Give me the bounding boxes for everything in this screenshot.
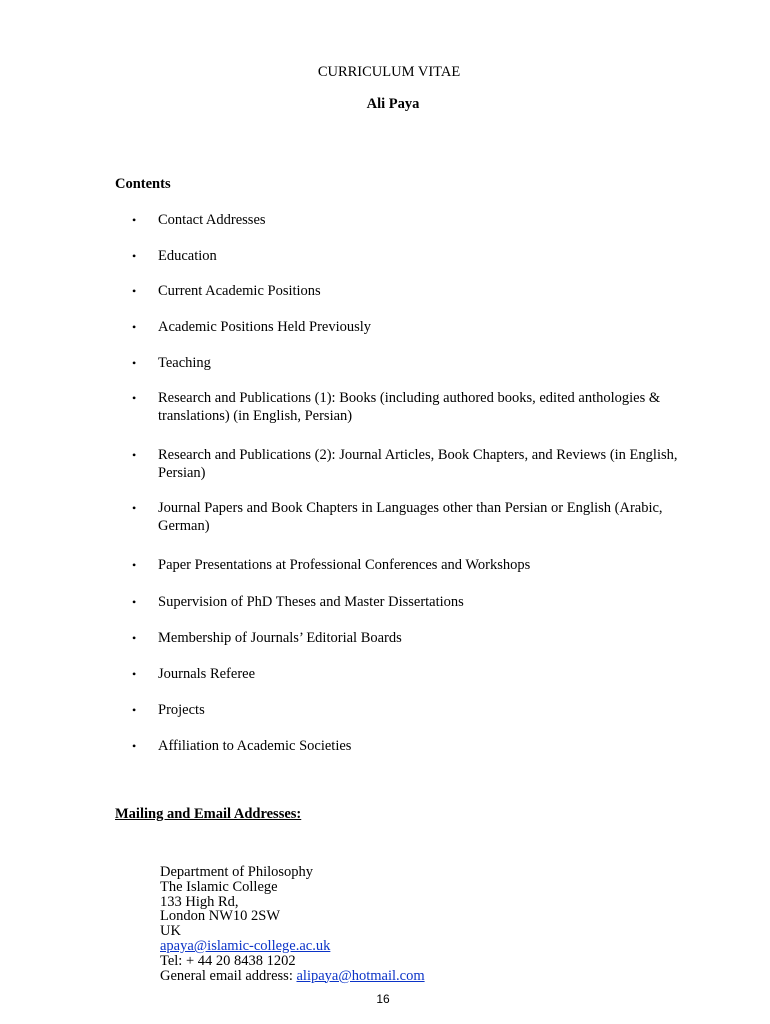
list-item-text: Research and Publications (2): Journal Articles, Book Chapters, and Reviews (in English, Persian) (158, 447, 678, 481)
author-name: Ali Paya (366, 96, 420, 112)
bullet-icon: • (132, 249, 137, 263)
list-item-text: Projects (158, 702, 205, 718)
address-street: 133 High Rd, (160, 893, 239, 910)
address-city: London NW10 2SW (160, 908, 281, 925)
cv-title: CURRICULUM VITAE (317, 64, 461, 80)
list-item-text: Affiliation to Academic Societies (158, 738, 352, 754)
address-block (160, 865, 425, 983)
address-country: UK (160, 923, 181, 940)
bullet-icon: • (132, 213, 137, 227)
list-item-text: Supervision of PhD Theses and Master Dissertations (158, 594, 464, 610)
list-item-text: Journals Referee (158, 666, 256, 682)
list-item-text: Teaching (158, 355, 211, 371)
mailing-heading: Mailing and Email Addresses: (115, 806, 302, 822)
bullet-icon: • (132, 356, 137, 370)
general-email-label: General email address: (160, 967, 297, 984)
bullet-icon: • (132, 631, 137, 645)
list-item-text: Journal Papers and Book Chapters in Languages other than Persian or English (Arabic, German) (158, 500, 663, 534)
bullet-icon: • (132, 391, 137, 405)
list-item-text: Membership of Journals’ Editorial Boards (158, 630, 402, 646)
email-line (160, 939, 425, 954)
list-item-text: Education (158, 248, 217, 264)
bullet-icon: • (132, 284, 137, 298)
general-email-line (160, 969, 425, 984)
bullet-icon: • (132, 667, 137, 681)
bullet-icon: • (132, 558, 137, 572)
phone-number: Tel: + 44 20 8438 1202 (160, 952, 296, 969)
list-item-text: Current Academic Positions (158, 283, 321, 299)
work-email-link[interactable]: apaya@islamic-college.ac.uk (160, 937, 331, 954)
general-email-link[interactable]: alipaya@hotmail.com (296, 967, 425, 984)
list-item-text: Academic Positions Held Previously (158, 319, 372, 335)
list-item-text: Paper Presentations at Professional Conferences and Workshops (158, 557, 531, 573)
bullet-icon: • (132, 739, 137, 753)
contents-heading: Contents (115, 176, 171, 192)
bullet-icon: • (132, 448, 137, 462)
bullet-icon: • (132, 320, 137, 334)
address-institution: The Islamic College (160, 878, 278, 895)
address-department: Department of Philosophy (160, 864, 314, 880)
bullet-icon: • (132, 595, 137, 609)
bullet-icon: • (132, 501, 137, 515)
page-number: 16 (376, 992, 390, 1006)
list-item-text: Contact Addresses (158, 212, 266, 228)
bullet-icon: • (132, 703, 137, 717)
list-item-text: Research and Publications (1): Books (including authored books, edited anthologies & translations) (in English, Persian) (158, 390, 661, 424)
